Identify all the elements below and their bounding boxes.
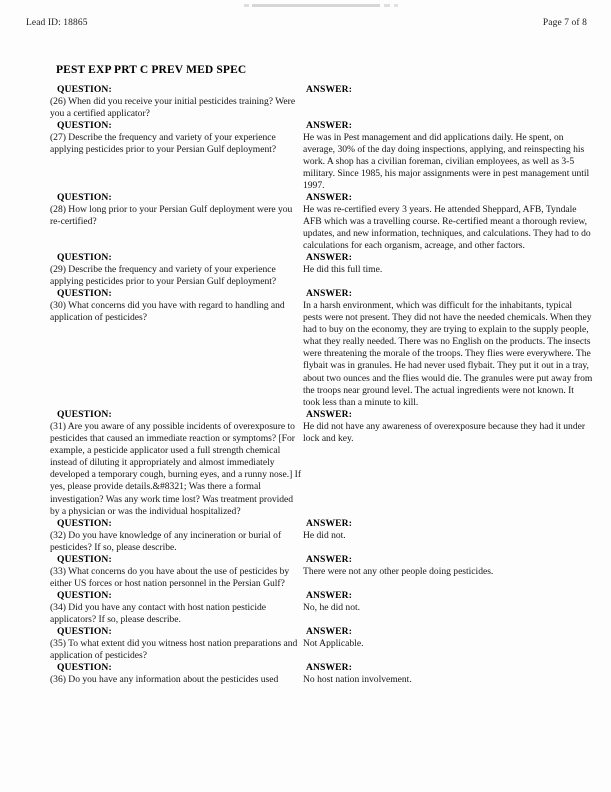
qa-columns	[0, 421, 611, 518]
answer-text: No host nation involvement.	[303, 674, 412, 685]
qa-label-row	[0, 626, 611, 638]
qa-label-row	[0, 518, 611, 530]
question-label: QUESTION:	[57, 518, 112, 529]
answer-label: ANSWER:	[306, 288, 353, 299]
answer-text: Not Applicable.	[303, 638, 364, 649]
qa-columns	[0, 602, 611, 626]
answer-label: ANSWER:	[306, 252, 353, 263]
question-label: QUESTION:	[57, 120, 112, 131]
question-label: QUESTION:	[57, 252, 112, 263]
qa-columns	[0, 530, 611, 554]
qa-block	[0, 626, 611, 662]
qa-block	[0, 84, 611, 120]
question-text: (36) Do you have any information about the pesticides used	[50, 674, 279, 685]
qa-block	[0, 409, 611, 518]
question-text: (31) Are you aware of any possible incidents of overexposure to pesticides that caused an immediate reaction or symptoms? [For example, a pesticide applicator used a full strength chemical instead of diluting it appropriately and almost immediately developed a temporary cough, burning eyes, and a runny nose.] If yes, please provide details.&#8321; Was there a formal investigation? Was any work time lost? Was treatment provided by a physician or was the individual hospitalized?	[50, 421, 302, 517]
qa-label-row	[0, 554, 611, 566]
question-label: QUESTION:	[57, 409, 112, 420]
qa-block	[0, 590, 611, 626]
answer-label: ANSWER:	[306, 626, 353, 637]
scan-artifact-tick-right	[384, 4, 390, 7]
page-header	[0, 18, 611, 34]
qa-block	[0, 554, 611, 590]
page-number: Page 7 of 8	[542, 18, 587, 28]
answer-label: ANSWER:	[306, 590, 353, 601]
answer-label: ANSWER:	[306, 120, 353, 131]
qa-columns	[0, 638, 611, 662]
qa-label-row	[0, 120, 611, 132]
answer-text: No, he did not.	[303, 602, 360, 613]
answer-text: He did not have any awareness of overexposure because they had it under lock and key.	[303, 421, 586, 445]
qa-label-row	[0, 409, 611, 421]
qa-block	[0, 120, 611, 192]
answer-text: He did not.	[303, 530, 346, 541]
qa-columns	[0, 566, 611, 590]
answer-label: ANSWER:	[306, 518, 353, 529]
qa-label-row	[0, 288, 611, 300]
question-label: QUESTION:	[57, 662, 112, 673]
qa-columns	[0, 300, 611, 409]
qa-block	[0, 288, 611, 409]
question-text: (30) What concerns did you have with regard to handling and application of pesticides?	[50, 300, 285, 324]
qa-label-row	[0, 252, 611, 264]
answer-text: In a harsh environment, which was difficult for the inhabitants, typical pests were not present. They did not have the needed chemicals. When they had to buy on the economy, they are trying to explain to the supply people, what they really needed. There was no English on the products. The insects were threatening the morale of the troops. They flies were everywhere. The flybait was in granules. He had never used flybait. They put it out in a tray, about two ounces and the flies would die. The granules were put away from the troops near ground level. The actual ingredients were not known. It took less than a minute to kill.	[303, 300, 593, 408]
question-text: (35) To what extent did you witness host nation preparations and application of pesticides?	[50, 638, 298, 662]
qa-label-row	[0, 192, 611, 204]
answer-label: ANSWER:	[306, 554, 353, 565]
qa-block	[0, 662, 611, 686]
question-text: (32) Do you have knowledge of any incineration or burial of pesticides? If so, please describe.	[50, 530, 282, 554]
question-label: QUESTION:	[57, 192, 112, 203]
qa-label-row	[0, 662, 611, 674]
question-label: QUESTION:	[57, 84, 112, 95]
question-text: (34) Did you have any contact with host nation pesticide applicators? If so, please describe.	[50, 602, 267, 626]
answer-text: There were not any other people doing pesticides.	[303, 566, 494, 577]
question-label: QUESTION:	[57, 626, 112, 637]
answer-label: ANSWER:	[306, 192, 353, 203]
lead-id: Lead ID: 18865	[26, 18, 88, 28]
question-text: (33) What concerns do you have about the use of pesticides by either US forces or host nation personnel in the Persian Gulf?	[50, 566, 290, 590]
answer-label: ANSWER:	[306, 84, 353, 95]
question-label: QUESTION:	[57, 288, 112, 299]
page-title: PEST EXP PRT C PREV MED SPEC	[56, 64, 247, 76]
answer-text: He was re-certified every 3 years. He attended Sheppard, AFB, Tyndale AFB which was a travelling course. Re-certified meant a thorough review, updates, and new information, techniques, and calculations. They had to do calculations for each organism, acreage, and other factors.	[303, 204, 591, 252]
scan-artifact-bar	[252, 4, 380, 7]
qa-columns	[0, 132, 611, 192]
scan-artifact-tick-left	[244, 4, 249, 7]
question-text: (26) When did you receive your initial pesticides training? Were you a certified applicator?	[50, 96, 296, 120]
question-text: (28) How long prior to your Persian Gulf deployment were you re-certified?	[50, 204, 293, 228]
question-text: (29) Describe the frequency and variety of your experience applying pesticides prior to your Persian Gulf deployment?	[50, 264, 277, 288]
qa-columns	[0, 674, 611, 686]
qa-columns	[0, 264, 611, 288]
qa-label-row	[0, 84, 611, 96]
qa-columns	[0, 204, 611, 252]
qa-label-row	[0, 590, 611, 602]
scan-artifact-tick-far-right	[394, 4, 398, 7]
answer-label: ANSWER:	[306, 662, 353, 673]
answer-text: He did this full time.	[303, 264, 383, 275]
answer-text: He was in Pest management and did applications daily. He spent, on average, 30% of the day doing inspections, applying, and reinspecting his work. A shop has a civilian foreman, civilian employees, as well as 3-5 military. Since 1985, his major assignments were in pest management until 1997.	[303, 132, 590, 192]
question-label: QUESTION:	[57, 554, 112, 565]
qa-block	[0, 252, 611, 288]
qa-columns	[0, 96, 611, 120]
qa-block	[0, 518, 611, 554]
answer-label: ANSWER:	[306, 409, 353, 420]
qa-block	[0, 192, 611, 252]
qa-list	[0, 84, 611, 686]
question-label: QUESTION:	[57, 590, 112, 601]
question-text: (27) Describe the frequency and variety of your experience applying pesticides prior to your Persian Gulf deployment?	[50, 132, 277, 156]
